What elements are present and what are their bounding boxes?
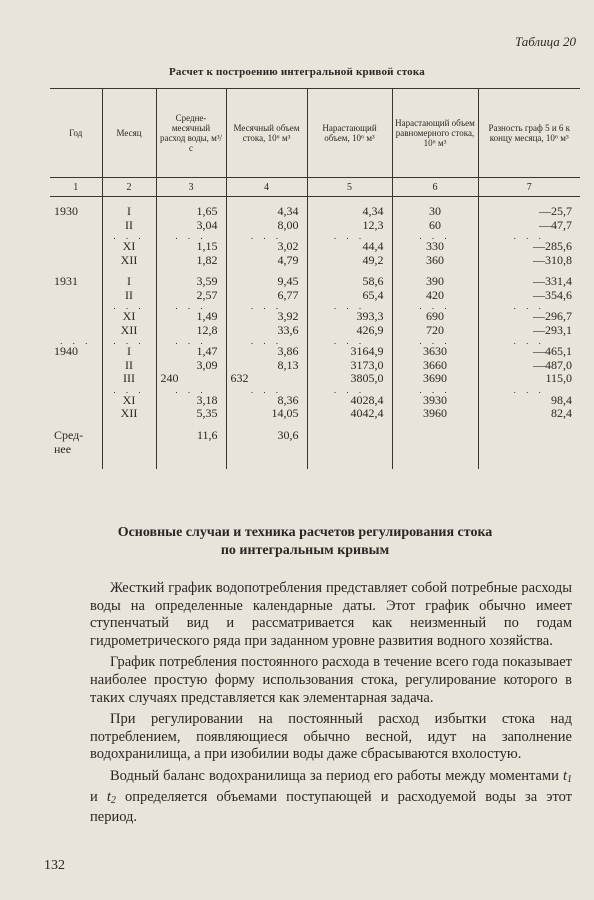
cell-month: XII [102,407,156,421]
col-number: 4 [226,178,307,197]
ellipsis: . . . [478,337,580,345]
subscript: 1 [567,773,572,785]
cell-month: II [102,359,156,373]
header-difference: Разность граф 5 и 6 к концу месяца, 10⁶ м³ [478,89,580,178]
ellipsis: . . . [102,302,156,310]
col-number: 7 [478,178,580,197]
header-year: Год [50,89,102,178]
cell-month: XI [102,394,156,408]
average-label: нее [54,442,72,456]
section-title-line: по интегральным кривым [220,543,390,558]
cell-discharge: 2,57 [156,289,226,303]
cell-year: 1931 [54,274,78,289]
table-row [50,275,580,289]
cell-discharge: 3,09 [156,359,226,373]
average-row-cont [50,443,580,457]
ellipsis: . . . [102,337,156,345]
cell-year: 1940 [54,344,78,359]
cell-year [50,310,102,324]
page-number: 132 [44,858,65,873]
cell-volume: 3,86 [226,345,307,359]
cell-year [50,359,102,373]
cell-month: XII [102,254,156,268]
cell-month: II [102,289,156,303]
table-row [50,219,580,233]
ellipsis: . . . [478,386,580,394]
section-title [40,524,570,560]
cell-discharge: 240 [156,372,226,386]
table-label: Таблица 20 [514,34,576,49]
cell-month: III [102,372,156,386]
cell-difference: —25,7 [478,205,580,219]
cell-cumulative: 4,34 [307,205,392,219]
average-discharge: 11,6 [156,429,226,443]
header-cumulative-volume: Нарастающий объем, 10⁶ м³ [307,89,392,178]
cell-volume: 632 [226,372,307,386]
table-row [50,289,580,303]
col-number: 5 [307,178,392,197]
ellipsis: . . . [392,337,478,345]
average-volume: 30,6 [226,429,307,443]
cell-cumulative: 4042,4 [307,407,392,421]
table-row [50,324,580,338]
ellipsis: . . . [478,302,580,310]
average-row [50,429,580,443]
ellipsis: . . . [156,302,226,310]
header-monthly-volume: Месячный объем стока, 10⁶ м³ [226,89,307,178]
cell-difference: —47,7 [478,219,580,233]
table-row [50,254,580,268]
section-title-line: Основные случаи и техника расчетов регулирования стока [117,525,493,540]
cell-cumulative: 65,4 [307,289,392,303]
cell-month: XI [102,240,156,254]
cell-uniform: 60 [392,219,478,233]
average-label: Сред- [54,428,84,442]
ellipsis: . . . [307,232,392,240]
ellipsis: . . . [226,302,307,310]
cell-volume: 4,79 [226,254,307,268]
table-row [50,394,580,408]
ellipsis: . . . [226,337,307,345]
body-text [90,580,572,827]
cell-cumulative: 44,4 [307,240,392,254]
cell-discharge: 3,04 [156,219,226,233]
cell-volume: 9,45 [226,275,307,289]
cell-cumulative: 12,3 [307,219,392,233]
table-row [50,310,580,324]
ellipsis: . . . [307,337,392,345]
cell-year [50,219,102,233]
column-number-row [50,178,580,197]
ellipsis: . . . [478,232,580,240]
table-row [50,372,580,386]
ellipsis: . . . [156,232,226,240]
cell-uniform: 390 [392,275,478,289]
paragraph [90,768,572,827]
paragraph: График потребления постоянного расхода в течение всего года показывает наиболее простую форму использования стока, регулирование которого в таких случаях представляется как элементарная задача. [90,654,572,706]
cell-difference: —465,1 [478,345,580,359]
header-uniform-volume: Нарастающий объем равномерного стока, 10⁶ м³ [392,89,478,178]
ellipsis: . . . [156,337,226,345]
cell-discharge: 1,82 [156,254,226,268]
runoff-table [50,88,580,469]
header-discharge: Средне-месячный расход воды, м³/с [156,89,226,178]
cell-year [50,372,102,386]
cell-month: XI [102,310,156,324]
cell-discharge: 5,35 [156,407,226,421]
cell-cumulative: 3173,0 [307,359,392,373]
cell-year [50,289,102,303]
cell-difference: —310,8 [478,254,580,268]
cell-cumulative: 3164,9 [307,345,392,359]
cell-cumulative: 4028,4 [307,394,392,408]
cell-volume: 8,13 [226,359,307,373]
cell-uniform: 3930 [392,394,478,408]
paragraph-text: и [90,788,98,805]
cell-difference: —487,0 [478,359,580,373]
cell-volume: 6,77 [226,289,307,303]
cell-uniform: 3690 [392,372,478,386]
cell-month: I [102,275,156,289]
cell-difference: 82,4 [478,407,580,421]
cell-cumulative: 58,6 [307,275,392,289]
cell-discharge: 3,59 [156,275,226,289]
ellipsis: . . . [102,386,156,394]
cell-year [50,407,102,421]
subscript: 2 [110,794,116,806]
cell-cumulative: 393,3 [307,310,392,324]
cell-discharge: 1,15 [156,240,226,254]
col-number: 3 [156,178,226,197]
time-symbol: t [562,767,567,784]
cell-volume: 33,6 [226,324,307,338]
table-row [50,205,580,219]
cell-volume: 8,00 [226,219,307,233]
ellipsis: . . . [226,232,307,240]
ellipsis: . . . [102,232,156,240]
ellipsis: . . . [226,386,307,394]
cell-discharge: 1,65 [156,205,226,219]
cell-discharge: 1,49 [156,310,226,324]
col-number: 1 [50,178,102,197]
cell-difference: —354,6 [478,289,580,303]
cell-volume: 4,34 [226,205,307,219]
cell-uniform: 3960 [392,407,478,421]
cell-discharge: 12,8 [156,324,226,338]
cell-uniform: 3660 [392,359,478,373]
cell-month: I [102,345,156,359]
cell-cumulative: 49,2 [307,254,392,268]
cell-uniform: 690 [392,310,478,324]
table-row [50,359,580,373]
ellipsis: . . . [307,302,392,310]
col-number: 2 [102,178,156,197]
ellipsis: . . . [392,232,478,240]
cell-month: XII [102,324,156,338]
cell-difference: —285,6 [478,240,580,254]
table-row [50,345,580,359]
cell-uniform: 330 [392,240,478,254]
cell-difference: —293,1 [478,324,580,338]
cell-year [50,254,102,268]
table-row [50,240,580,254]
time-symbol: t [106,788,111,805]
cell-uniform: 720 [392,324,478,338]
cell-difference: —296,7 [478,310,580,324]
cell-volume: 14,05 [226,407,307,421]
cell-month: II [102,219,156,233]
cell-uniform: 30 [392,205,478,219]
cell-difference: 115,0 [478,372,580,386]
cell-month: I [102,205,156,219]
cell-difference: 98,4 [478,394,580,408]
cell-cumulative: 3805,0 [307,372,392,386]
paragraph-text: определяется объемами поступающей и расходуемой воды за этот период. [90,788,573,826]
cell-uniform: 3630 [392,345,478,359]
cell-volume: 3,92 [226,310,307,324]
paragraph: Жесткий график водопотребления представляет собой потребные расходы воды на определенные календарные даты. Этот график обычно имеет ступенчатый вид и рассматривается как неизменный по годам гидрометрического ряда при заданном уровне развития водного хозяйства. [90,580,572,649]
ellipsis: . . . [60,336,92,346]
cell-volume: 3,02 [226,240,307,254]
cell-uniform: 360 [392,254,478,268]
cell-discharge: 1,47 [156,345,226,359]
table-title: Расчет к построению интегральной кривой стока [169,66,425,78]
col-number: 6 [392,178,478,197]
cell-discharge: 3,18 [156,394,226,408]
cell-year [50,324,102,338]
cell-difference: —331,4 [478,275,580,289]
ellipsis: . . . [392,386,478,394]
cell-volume: 8,36 [226,394,307,408]
ellipsis: . . . [156,386,226,394]
ellipsis: . . . [307,386,392,394]
cell-uniform: 420 [392,289,478,303]
cell-year [50,240,102,254]
cell-year [50,394,102,408]
paragraph-text: Водный баланс водохранилища за период его работы между моментами [110,767,559,784]
paragraph: При регулировании на постоянный расход избытки стока над потреблением, появляющиеся обычно весной, идут на заполнение водохранилища, а при изобилии воды даже сбрасываются вхолостую. [90,711,572,763]
ellipsis: . . . [392,302,478,310]
header-month: Месяц [102,89,156,178]
cell-cumulative: 426,9 [307,324,392,338]
table-row [50,407,580,421]
cell-year: 1930 [54,204,78,219]
